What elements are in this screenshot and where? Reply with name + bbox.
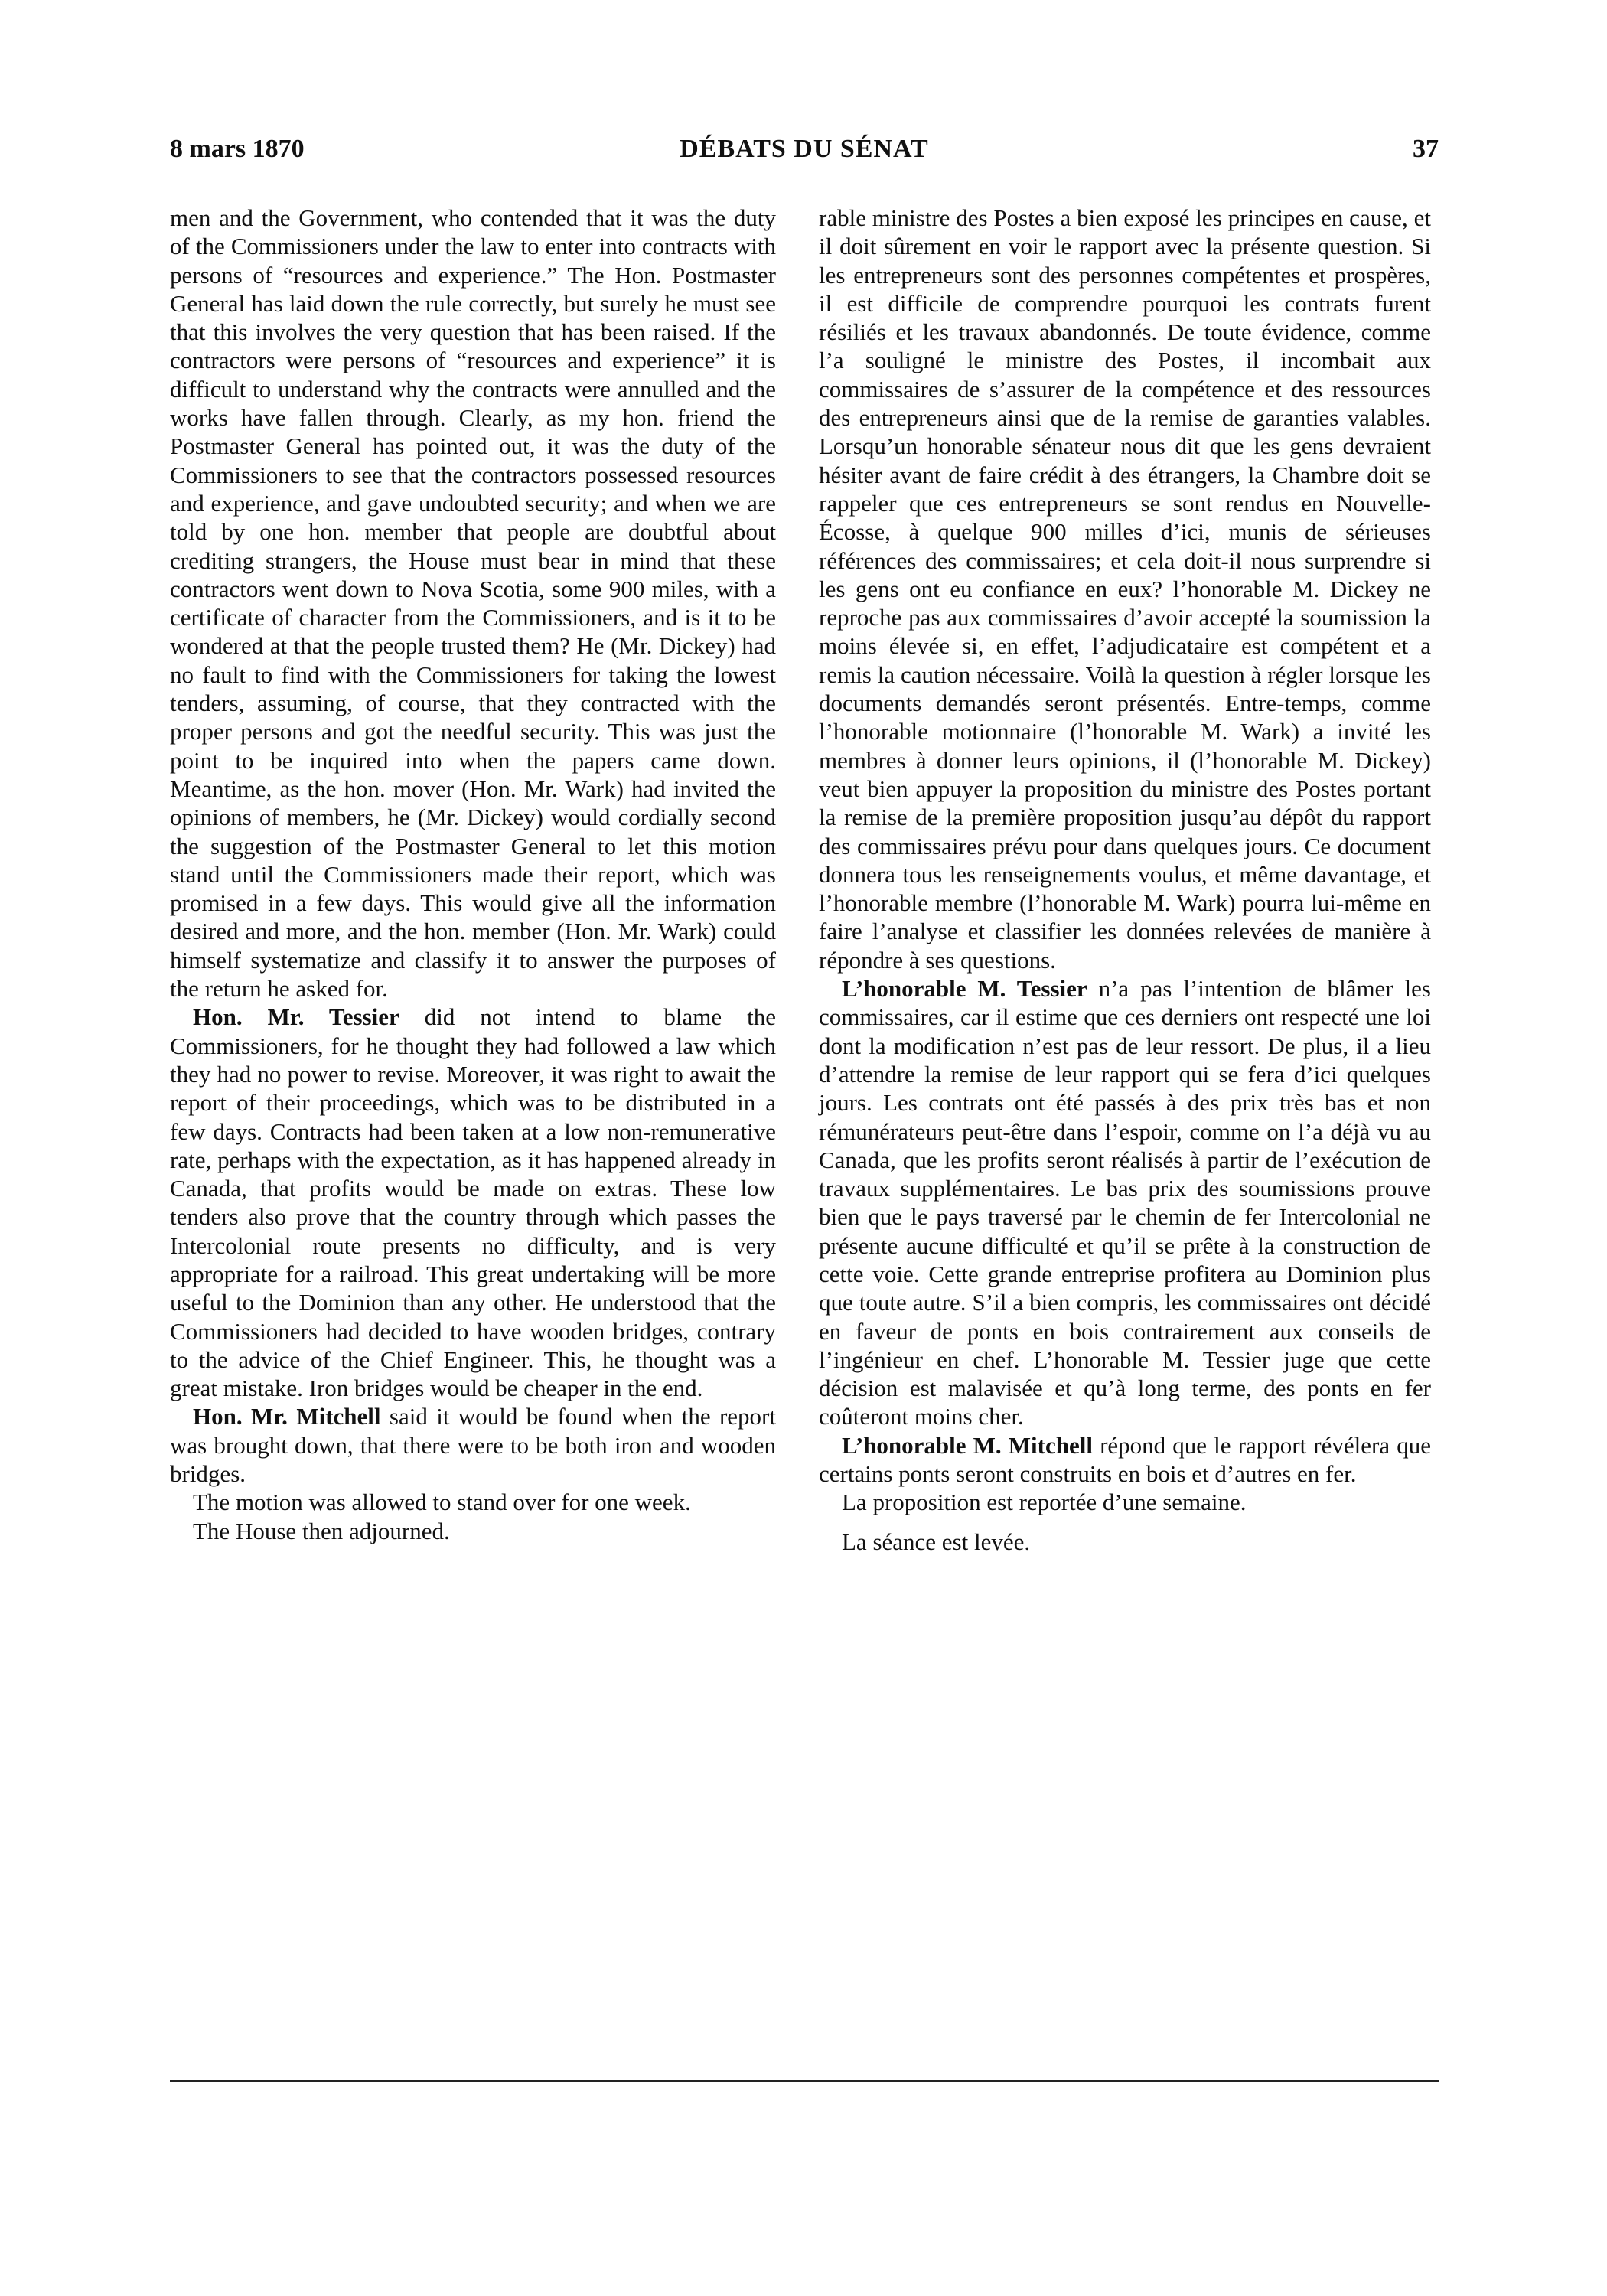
speaker-name: L’honorable M. Tessier: [842, 975, 1087, 1003]
french-paragraph-mitchell: [819, 1431, 1431, 1489]
english-paragraph-tessier: [170, 1003, 776, 1402]
header-date: 8 mars 1870: [170, 135, 305, 163]
english-paragraph-mitchell: [170, 1402, 776, 1488]
french-motion-note: La proposition est reportée d’une semaine.: [842, 1489, 1247, 1516]
speech-text: said it would be found when the report was brought down, that there were to be both iron and wooden bridges.: [170, 1403, 776, 1488]
page-header: [170, 135, 1439, 168]
speaker-name: Hon. Mr. Mitchell: [193, 1403, 381, 1430]
bottom-rule: [170, 2080, 1439, 2082]
english-paragraph-dickey: men and the Government, who contended that it was the duty of the Commissioners under the law to enter into contracts with persons of “resources and experience.” The Hon. Postmaster General has laid down the rule correctly, but surely he must see that this involves the very question that has been raised. If the contractors were persons of “resources and experience” it is difficult to understand why the contracts were annulled and the works have fallen through. Clearly, as my hon. friend the Postmaster General has pointed out, it was the duty of the Commissioners to see that the contractors possessed resources and experience, and gave undoubted security; and when we are told by one hon. member that people are doubtful about crediting strangers, the House must bear in mind that these contractors went down to Nova Scotia, some 900 miles, with a certificate of character from the Commissioners, and is it to be wondered at that the people trusted them? He (Mr. Dickey) had no fault to find with the Commissioners for taking the lowest tenders, assuming, of course, that they contracted with the proper persons and got the needful security. This was just the point to be inquired into when the papers came down. Meantime, as the hon. mover (Hon. Mr. Wark) had invited the opinions of members, he (Mr. Dickey) would cordially second the suggestion of the Postmaster General to let this motion stand until the Commissioners made their report, which was promised in a few days. This would give all the information desired and more, and the hon. member (Hon. Mr. Wark) could himself systematize and classify it to answer the purposes of the return he asked for.: [170, 204, 776, 1003]
english-adjourned-note: The House then adjourned.: [193, 1517, 450, 1544]
speech-text: did not intend to blame the Commissioners, for he thought they had followed a law which they had no power to revise. Moreover, it was right to await the report of their proceedings, which was to be distributed in a few days. Contracts had been taken at a low non-remunerative rate, perhaps with the expectation, as it has happened already in Canada, that profits would be made on extras. These low tenders also prove that the country through which passes the Intercolonial route presents no difficulty, and is very appropriate for a railroad. This great undertaking will be more useful to the Dominion than any other. He understood that the Commissioners had decided to have wooden bridges, contrary to the advice of the Chief Engineer. This, he thought was a great mistake. Iron bridges would be cheaper in the end.: [170, 1003, 776, 1402]
speech-text: répond que le rapport révélera que certains ponts seront construits en bois et d’autres en fer.: [819, 1431, 1431, 1488]
french-adjourned-note: La séance est levée.: [842, 1528, 1031, 1555]
speaker-name: L’honorable M. Mitchell: [842, 1431, 1093, 1459]
english-column: [170, 204, 776, 1545]
french-paragraph-dickey: rable ministre des Postes a bien exposé les principes en cause, et il doit sûrement en voir le rapport avec la présente question. Si les entrepreneurs sont des personnes compétentes et prospères, il est difficile de comprendre pourquoi les contrats furent résiliés et les travaux abandonnés. De toute évidence, comme l’a souligné le ministre des Postes, il incombait aux commissaires de s’assurer de la compétence et des ressources des entrepreneurs ainsi que de la remise de garanties valables. Lorsqu’un honorable sénateur nous dit que les gens devraient hésiter avant de faire crédit à des étrangers, la Chambre doit se rappeler que ces entrepreneurs se sont rendus en Nouvelle-Écosse, à quelque 900 milles d’ici, munis de sérieuses références des commissaires; et cela doit-il nous surprendre si les gens ont eu confiance en eux? l’honorable M. Dickey ne reproche pas aux commissaires d’avoir accepté la soumission la moins élevée si, en effet, l’adjudicataire est compétent et a remis la caution nécessaire. Voilà la question à régler lorsque les documents demandés seront présentés. Entre-temps, comme l’honorable motionnaire (l’honorable M. Wark) a invité les membres à donner leurs opinions, il (l’honorable M. Dickey) veut bien appuyer la proposition du ministre des Postes portant la remise de la première proposition jusqu’au dépôt du rapport des commissaires prévu pour dans quelques jours. Ce document donnera tous les renseignements voulus, et même davantage, et l’honorable membre (l’honorable M. Wark) pourra lui-même en faire l’analyse et classifier les données relevées de manière à répondre à ses questions.: [819, 204, 1431, 974]
page-number: 37: [1413, 135, 1439, 163]
french-column: [819, 204, 1431, 1556]
speech-text: n’a pas l’intention de blâmer les commissaires, car il estime que ces derniers ont respecté une loi dont la modification n’est pas de leur ressort. De plus, il a lieu d’attendre la remise de leur rapport qui se fera d’ici quelques jours. Les contrats ont été passés à des prix très bas et non rémunérateurs peut-être dans l’espoir, comme on l’a déjà vu au Canada, que les profits seront réalisés à partir de l’exécution de travaux supplémentaires. Le bas prix des soumissions prouve bien que le pays traversé par le chemin de fer Intercolonial ne présente aucune difficulté et qu’il se prête à la construction de cette voie. Cette grande entreprise profitera au Dominion plus que toute autre. S’il a bien compris, les commissaires ont décidé en faveur de ponts en bois contrairement aux conseils de l’ingénieur en chef. L’honorable M. Tessier juge que cette décision est malavisée et qu’à long terme, des ponts en fer coûteront moins cher.: [819, 975, 1431, 1430]
french-paragraph-tessier: [819, 974, 1431, 1431]
header-title: DÉBATS DU SÉNAT: [680, 135, 929, 163]
speaker-name: Hon. Mr. Tessier: [193, 1003, 399, 1031]
english-motion-note: The motion was allowed to stand over for one week.: [193, 1489, 691, 1516]
